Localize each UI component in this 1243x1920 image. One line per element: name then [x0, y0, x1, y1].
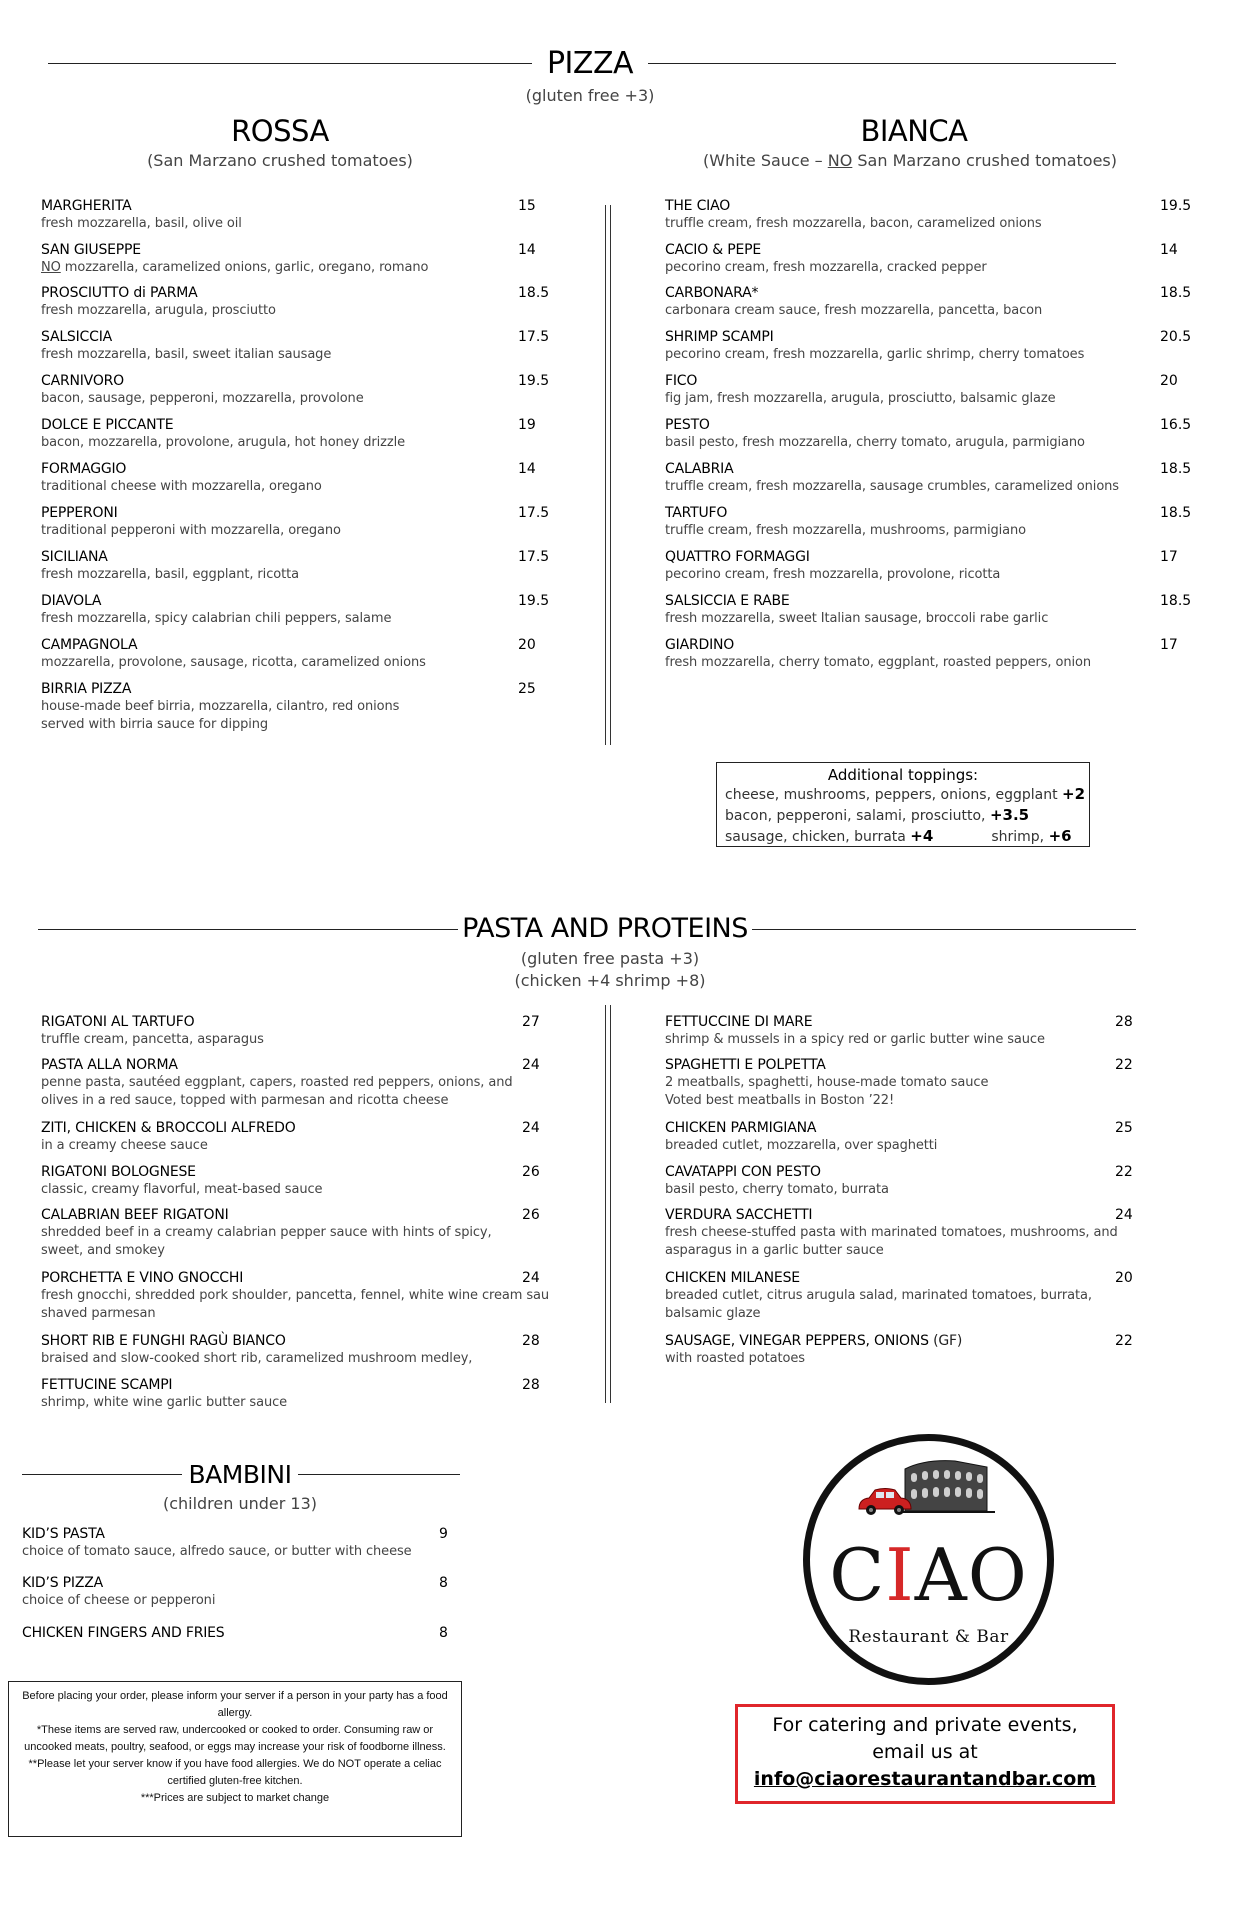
- rossa-title: ROSSA: [231, 114, 329, 148]
- item-price: 8: [439, 1575, 448, 1591]
- item-price: 25: [518, 681, 536, 697]
- item-price: 17.5: [518, 505, 550, 521]
- additional-toppings-box: [716, 762, 1090, 847]
- item-price: 16.5: [1160, 417, 1192, 433]
- bianca-title: BIANCA: [860, 114, 968, 148]
- menu-item: CHICKEN FINGERS AND FRIES: [22, 1625, 225, 1641]
- menu-item: THE CIAO truffle cream, fresh mozzarella, bacon, caramelized onions: [665, 198, 1042, 231]
- pizza-subtitle: (gluten free +3): [525, 86, 655, 105]
- item-price: 15: [518, 198, 536, 214]
- menu-item: MARGHERITA fresh mozzarella, basil, olive oil: [41, 198, 242, 231]
- menu-item: RIGATONI BOLOGNESE classic, creamy flavorful, meat-based sauce: [41, 1164, 323, 1197]
- item-price: 22: [1115, 1164, 1133, 1180]
- item-price: 28: [522, 1333, 540, 1349]
- pizza-column-divider: [605, 205, 611, 745]
- menu-item: PASTA ALLA NORMA penne pasta, sautéed eggplant, capers, roasted red peppers, onions, and olives in a red sauce, topped with parmesan and ricotta cheese: [41, 1057, 513, 1108]
- toppings-line: cheese, mushrooms, peppers, onions, eggplant +2: [725, 785, 1086, 803]
- menu-item: KID’S PASTA choice of tomato sauce, alfredo sauce, or butter with cheese: [22, 1526, 412, 1559]
- menu-item: SALSICCIA E RABE fresh mozzarella, sweet Italian sausage, broccoli rabe garlic: [665, 593, 1049, 626]
- item-price: 19.5: [518, 593, 550, 609]
- menu-item: ZITI, CHICKEN & BROCCOLI ALFREDO in a creamy cheese sauce: [41, 1120, 296, 1153]
- item-price: 9: [439, 1526, 448, 1542]
- menu-item: PESTO basil pesto, fresh mozzarella, cherry tomato, arugula, parmigiano: [665, 417, 1085, 450]
- item-price: 17: [1160, 637, 1178, 653]
- item-price: 28: [522, 1377, 540, 1393]
- item-price: 26: [522, 1207, 540, 1223]
- item-price: 18.5: [1160, 505, 1192, 521]
- menu-item: CAMPAGNOLA mozzarella, provolone, sausage, ricotta, caramelized onions: [41, 637, 426, 670]
- item-price: 19: [518, 417, 536, 433]
- item-price: 26: [522, 1164, 540, 1180]
- catering-email-link[interactable]: info@ciaorestaurantandbar.com: [753, 1768, 1097, 1790]
- toppings-line: bacon, pepperoni, salami, prosciutto, +3.5: [725, 806, 1030, 824]
- menu-item: PORCHETTA E VINO GNOCCHI fresh gnocchi, shredded pork shoulder, pancetta, fennel, white wine cream sau shaved parmesan: [41, 1270, 550, 1321]
- bambini-rule-right: [298, 1474, 460, 1475]
- bambini-title: BAMBINI: [188, 1460, 292, 1489]
- logo-wordmark: CIAO: [829, 1533, 1028, 1617]
- item-price: 8: [439, 1625, 448, 1641]
- item-price: 20: [1115, 1270, 1133, 1286]
- logo-tagline: Restaurant & Bar: [848, 1627, 1009, 1647]
- menu-item: KID’S PIZZA choice of cheese or pepperoni: [22, 1575, 216, 1608]
- menu-item: CACIO & PEPE pecorino cream, fresh mozzarella, cracked pepper: [665, 242, 987, 275]
- pasta-rule-right: [752, 929, 1136, 930]
- menu-item: SAUSAGE, VINEGAR PEPPERS, ONIONS (GF) with roasted potatoes: [665, 1333, 963, 1366]
- menu-item: TARTUFO truffle cream, fresh mozzarella, mushrooms, parmigiano: [665, 505, 1027, 538]
- menu-item: FORMAGGIO traditional cheese with mozzarella, oregano: [41, 461, 322, 494]
- menu-item: SAN GIUSEPPE NO mozzarella, caramelized onions, garlic, oregano, romano: [41, 242, 429, 275]
- menu-item: SPAGHETTI E POLPETTA 2 meatballs, spaghetti, house-made tomato sauce Voted best meatballs in Boston ’22!: [665, 1057, 989, 1108]
- pasta-subtitle: (gluten free pasta +3): [520, 949, 700, 968]
- item-price: 18.5: [1160, 285, 1192, 301]
- item-price: 17.5: [518, 329, 550, 345]
- item-price: 22: [1115, 1057, 1133, 1073]
- menu-item: CHICKEN MILANESE breaded cutlet, citrus arugula salad, marinated tomatoes, burrata, balsamic glaze: [665, 1270, 1092, 1321]
- catering-box: [735, 1704, 1115, 1804]
- ciao-logo: [803, 1434, 1054, 1685]
- item-price: 20.5: [1160, 329, 1192, 345]
- item-price: 22: [1115, 1333, 1133, 1349]
- pasta-rule-left: [38, 929, 458, 930]
- bambini-rule-left: [22, 1474, 182, 1475]
- item-price: 14: [518, 461, 536, 477]
- toppings-title: Additional toppings:: [827, 766, 979, 784]
- menu-item: FETTUCCINE DI MARE shrimp & mussels in a spicy red or garlic butter wine sauce: [665, 1014, 1045, 1047]
- menu-item: DOLCE E PICCANTE bacon, mozzarella, provolone, arugula, hot honey drizzle: [41, 417, 405, 450]
- menu-item: BIRRIA PIZZA house-made beef birria, mozzarella, cilantro, red onions served with birria sauce for dipping: [41, 681, 400, 732]
- item-price: 14: [1160, 242, 1178, 258]
- item-price: 18.5: [1160, 593, 1192, 609]
- red-car-icon: [855, 1485, 915, 1519]
- menu-item: CHICKEN PARMIGIANA breaded cutlet, mozzarella, over spaghetti: [665, 1120, 938, 1153]
- menu-item: CALABRIAN BEEF RIGATONI shredded beef in a creamy calabrian pepper sauce with hints of spicy, sweet, and smokey: [41, 1207, 492, 1258]
- catering-line: For catering and private events,: [772, 1714, 1078, 1736]
- item-price: 14: [518, 242, 536, 258]
- pizza-rule-left: [48, 63, 532, 64]
- item-price: 27: [522, 1014, 540, 1030]
- item-price: 17.5: [518, 549, 550, 565]
- disclaimer-line: ***Prices are subject to market change: [140, 1792, 330, 1804]
- menu-item: GIARDINO fresh mozzarella, cherry tomato, eggplant, roasted peppers, onion: [665, 637, 1091, 670]
- item-price: 24: [1115, 1207, 1133, 1223]
- menu-item: CARBONARA* carbonara cream sauce, fresh mozzarella, pancetta, bacon: [665, 285, 1043, 318]
- pasta-column-divider: [605, 1005, 611, 1403]
- menu-item: RIGATONI AL TARTUFO truffle cream, pancetta, asparagus: [41, 1014, 264, 1047]
- menu-item: SALSICCIA fresh mozzarella, basil, sweet italian sausage: [41, 329, 332, 362]
- item-price: 18.5: [1160, 461, 1192, 477]
- disclaimer-line: Before placing your order, please inform your server if a person in your party has a food allergy.: [22, 1690, 448, 1719]
- menu-item: SHORT RIB E FUNGHI RAGÙ BIANCO braised and slow-cooked short rib, caramelized mushroom medley,: [41, 1333, 473, 1366]
- pizza-title: PIZZA: [546, 46, 634, 81]
- item-price: 28: [1115, 1014, 1133, 1030]
- allergy-disclaimer: [8, 1681, 462, 1837]
- menu-item: CAVATAPPI CON PESTO basil pesto, cherry tomato, burrata: [665, 1164, 889, 1197]
- menu-item: FETTUCINE SCAMPI shrimp, white wine garlic butter sauce: [41, 1377, 288, 1410]
- pizza-rule-right: [648, 63, 1116, 64]
- item-price: 20: [1160, 373, 1178, 389]
- item-price: 25: [1115, 1120, 1133, 1136]
- item-price: 17: [1160, 549, 1178, 565]
- menu-item: QUATTRO FORMAGGI pecorino cream, fresh mozzarella, provolone, ricotta: [665, 549, 1001, 582]
- pasta-subtitle: (chicken +4 shrimp +8): [514, 971, 706, 990]
- menu-item: SICILIANA fresh mozzarella, basil, eggplant, ricotta: [41, 549, 299, 582]
- item-price: 24: [522, 1270, 540, 1286]
- item-price: 24: [522, 1120, 540, 1136]
- pasta-title: PASTA AND PROTEINS: [462, 913, 748, 944]
- menu-item: VERDURA SACCHETTI fresh cheese-stuffed pasta with marinated tomatoes, mushrooms, and asparagus in a garlic butter sauce: [665, 1207, 1118, 1258]
- rossa-subtitle: (San Marzano crushed tomatoes): [147, 151, 413, 170]
- item-price: 20: [518, 637, 536, 653]
- disclaimer-line: *These items are served raw, undercooked or cooked to order. Consuming raw or uncooked meats, poultry, seafood, or eggs may increase your risk of foodborne illness.: [24, 1724, 446, 1753]
- menu-item: PEPPERONI traditional pepperoni with mozzarella, oregano: [41, 505, 341, 538]
- toppings-line: sausage, chicken, burrata +4 shrimp, +6: [725, 827, 1072, 845]
- menu-item: SHRIMP SCAMPI pecorino cream, fresh mozzarella, garlic shrimp, cherry tomatoes: [665, 329, 1085, 362]
- item-price: 18.5: [518, 285, 550, 301]
- menu-item: DIAVOLA fresh mozzarella, spicy calabrian chili peppers, salame: [41, 593, 392, 626]
- bianca-subtitle: (White Sauce – NO San Marzano crushed tomatoes): [702, 151, 1118, 170]
- menu-item: CARNIVORO bacon, sausage, pepperoni, mozzarella, provolone: [41, 373, 364, 406]
- item-price: 19.5: [518, 373, 550, 389]
- bambini-subtitle: (children under 13): [162, 1494, 318, 1513]
- item-price: 19.5: [1160, 198, 1192, 214]
- disclaimer-line: **Please let your server know if you have food allergies. We do NOT operate a celiac certified gluten-free kitchen.: [28, 1758, 442, 1787]
- menu-item: PROSCIUTTO di PARMA fresh mozzarella, arugula, prosciutto: [41, 285, 276, 318]
- catering-line: email us at: [872, 1741, 978, 1763]
- menu-item: CALABRIA truffle cream, fresh mozzarella, sausage crumbles, caramelized onions: [665, 461, 1119, 494]
- menu-item: FICO fig jam, fresh mozzarella, arugula, prosciutto, balsamic glaze: [665, 373, 1056, 406]
- item-price: 24: [522, 1057, 540, 1073]
